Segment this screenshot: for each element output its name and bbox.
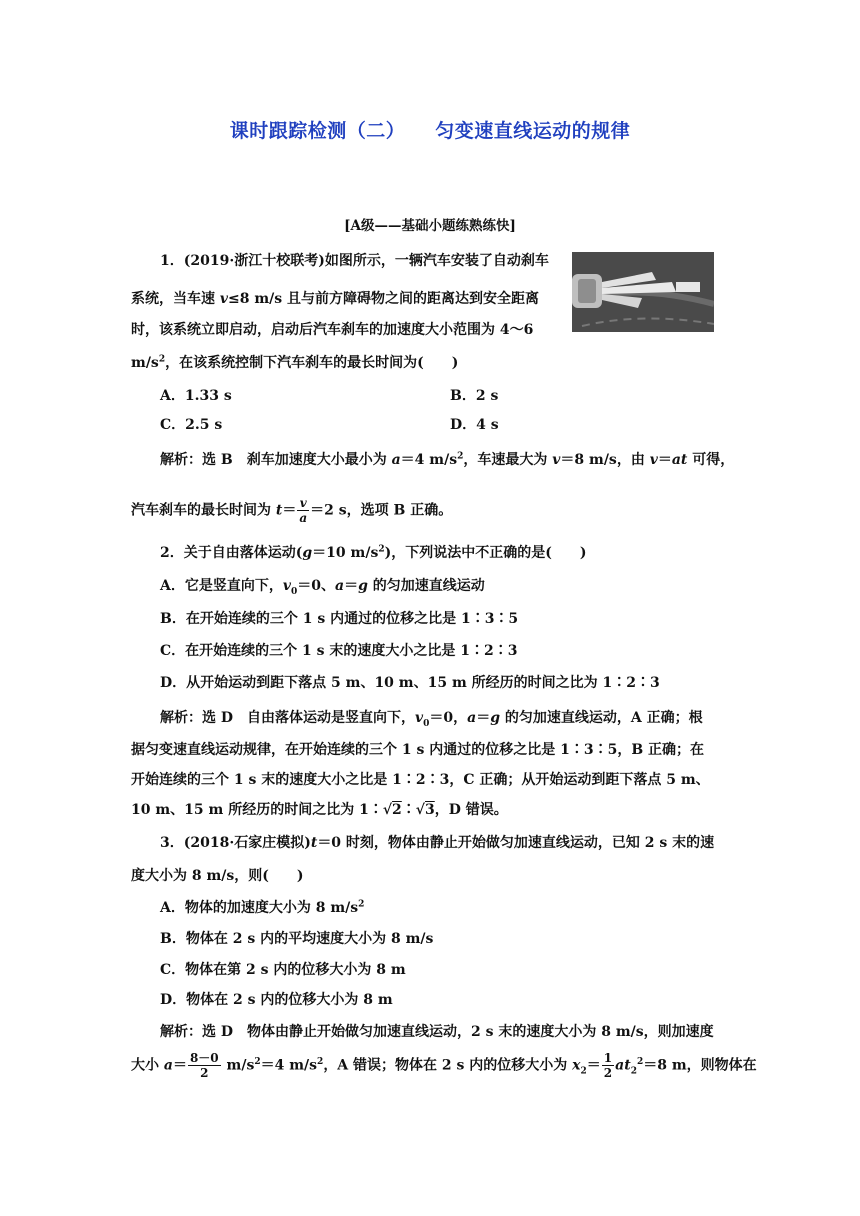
q2-option-b: B．在开始连续的三个 1 s 内通过的位移之比是 1∶3∶5 — [160, 611, 519, 627]
q2-option-a: A．它是竖直向下，$v_0=0$、a＝g 的匀加速直线运动 — [160, 578, 485, 597]
q1-option-b: B．2 s — [450, 388, 499, 404]
q3-stem-line2: 度大小为 8 m/s，则( ) — [131, 868, 304, 884]
q2-solution-line2: 据匀变速直线运动规律，在开始连续的三个 1 s 内通过的位移之比是 1∶3∶5，B 正确；在 — [131, 742, 705, 758]
q3-option-c: C．物体在第 2 s 内的位移大小为 8 m — [160, 962, 406, 978]
title-right: 匀变速直线运动的规律 — [435, 120, 631, 142]
q1-solution-line1: 解析：选 B 刹车加速度大小最小为 a＝4 $m/s^2$，车速最大为 v＝8 m/s，由 v＝at 可得， — [160, 451, 735, 468]
q1-line1: 1．(2019·浙江十校联考)如图所示，一辆汽车安装了自动刹车 — [160, 253, 549, 269]
q3-solution-line1: 解析：选 D 物体由静止开始做匀加速直线运动，2 s 末的速度大小为 8 m/s，则加速度 — [160, 1024, 714, 1040]
page-title — [0, 116, 860, 143]
q3-option-d: D．物体在 2 s 内的位移大小为 8 m — [160, 992, 393, 1008]
q1-line2: 系统，当车速 v≤8 m/s 且与前方障碍物之间的距离达到安全距离 — [131, 291, 540, 307]
car-braking-image — [572, 252, 714, 332]
q2-option-d: D．从开始运动到距下落点 5 m、10 m、15 m 所经历的时间之比为 1∶2∶3 — [160, 675, 660, 691]
q2-stem: 2．关于自由落体运动(g＝10 $m/s^2$)，下列说法中不正确的是( ) — [160, 544, 587, 561]
q1-line3: 时，该系统立即启动，启动后汽车刹车的加速度大小范围为 4～6 — [131, 322, 534, 338]
q2-solution-line4: 10 m、15 m 所经历的时间之比为 1∶√2∶√3，D 错误。 — [131, 802, 508, 818]
fraction-8-minus-0-over-2: $\frac{8-0}{2}$ — [189, 1051, 219, 1080]
q2-solution-line1: 解析：选 D 自由落体运动是竖直向下，$v_0=0$，a＝g 的匀加速直线运动，A 正确；根 — [160, 710, 703, 729]
section-heading: [A级——基础小题练熟练快] — [344, 218, 516, 234]
q3-solution-line2: 大小 a＝ $\frac{8-0}{2}$ $m/s^2=4$ $m/s^2$，A 错误；物体在 2 s 内的位移大小为 $x_2=$ $\frac{1}{2}$ $at_2^2=8$ m，则物体在 — [131, 1051, 757, 1080]
fraction-v-over-a: $\frac{v}{a}$ — [299, 496, 308, 525]
title-left: 课时跟踪检测（二） — [229, 120, 406, 142]
fraction-one-half: $\frac{1}{2}$ — [603, 1051, 613, 1080]
q2-solution-line3: 开始连续的三个 1 s 末的速度大小之比是 1∶2∶3，C 正确；从开始运动到距下落点 5 m、 — [131, 772, 710, 788]
q3-option-a: A．物体的加速度大小为 8 $m/s^2$ — [160, 899, 365, 916]
q1-solution-line2: 汽车刹车的最长时间为 t＝ $\frac{v}{a}$ ＝2 s，选项 B 正确。 — [131, 496, 453, 525]
q3-stem-line1: 3．(2018·石家庄模拟)t＝0 时刻，物体由静止开始做匀加速直线运动，已知 2 s 末的速 — [160, 835, 715, 851]
q1-option-a: A．1.33 s — [160, 388, 232, 404]
q3-option-b: B．物体在 2 s 内的平均速度大小为 8 m/s — [160, 931, 434, 947]
car-braking-illustration — [572, 252, 714, 332]
q2-option-c: C．在开始连续的三个 1 s 末的速度大小之比是 1∶2∶3 — [160, 643, 518, 659]
q1-line4: $m/s^2$，在该系统控制下汽车刹车的最长时间为( ) — [131, 354, 459, 371]
q1-option-c: C．2.5 s — [160, 417, 223, 433]
q1-option-d: D．4 s — [450, 417, 499, 433]
